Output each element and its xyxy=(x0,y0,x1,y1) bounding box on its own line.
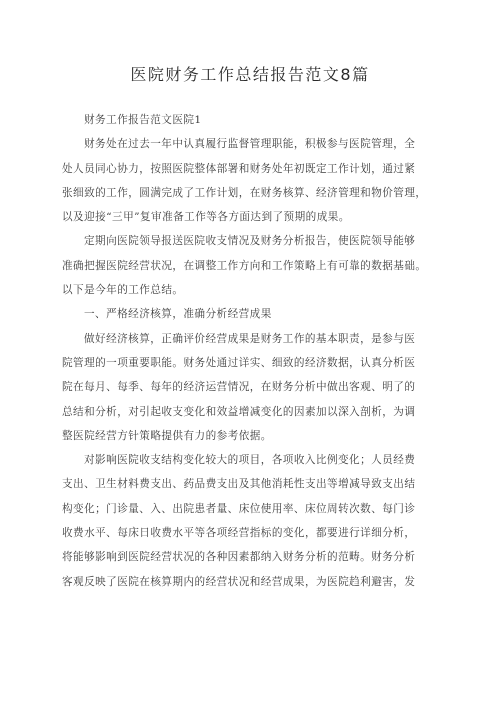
body-line: 对影响医院收支结构变化较大的项目，各项收入比例变化；人员经费 xyxy=(84,454,416,467)
body-line: 处人员同心协力，按照医院整体部署和财务处年初既定工作计划，通过紧 xyxy=(62,162,416,175)
body-line: 准确把握医院经营状况，在调整工作方向和工作策略上有可靠的数据基础。 xyxy=(62,259,427,272)
body-line: 收费水平、每床日收费水平等各项经营指标的变化，都要进行详细分析， xyxy=(62,527,416,540)
document-body xyxy=(62,108,440,594)
body-line: 支出、卫生材料费支出、药品费支出及其他消耗性支出等增减导致支出结 xyxy=(62,478,416,491)
body-line: 客观反映了医院在核算期内的经营状况和经营成果，为医院趋利避害，发 xyxy=(62,575,416,588)
body-line: 院在每月、每季、每年的经济运营情况，在财务分析中做出客观、明了的 xyxy=(62,381,416,394)
body-line: 院管理的一项重要职能。财务处通过详实、细致的经济数据，认真分析医 xyxy=(62,356,416,369)
body-line: 一、严格经济核算，准确分析经营成果 xyxy=(84,308,272,321)
body-line: 总结和分析，对引起收支变化和效益增减变化的因素加以深入剖析，为调 xyxy=(62,405,416,418)
body-line: 整医院经营方针策略提供有力的参考依据。 xyxy=(62,429,272,442)
body-line: 定期向医院领导报送医院收支情况及财务分析报告，使医院领导能够 xyxy=(84,235,416,248)
body-line: 以下是今年的工作总结。 xyxy=(62,284,184,297)
body-line: 财务处在过去一年中认真履行监督管理职能，积极参与医院管理，全 xyxy=(84,138,416,151)
body-line: 构变化；门诊量、入、出院患者量、床位使用率、床位周转次数、每门诊 xyxy=(62,502,416,515)
body-line: 将能够影响到医院经营状况的各种因素都纳入财务分析的范畴。财务分析 xyxy=(62,551,416,564)
body-line: 做好经济核算，正确评价经营成果是财务工作的基本职责，是参与医 xyxy=(84,332,416,345)
body-line: 财务工作报告范文医院1 xyxy=(84,114,202,126)
body-line: 以及迎接“三甲”复审准备工作等各方面达到了预期的成果。 xyxy=(62,211,350,224)
body-line: 张细致的工作，圆满完成了工作计划，在财务核算、经济管理和物价管理， xyxy=(62,186,427,199)
document-title: 医院财务工作总结报告范文8篇 xyxy=(130,65,370,84)
